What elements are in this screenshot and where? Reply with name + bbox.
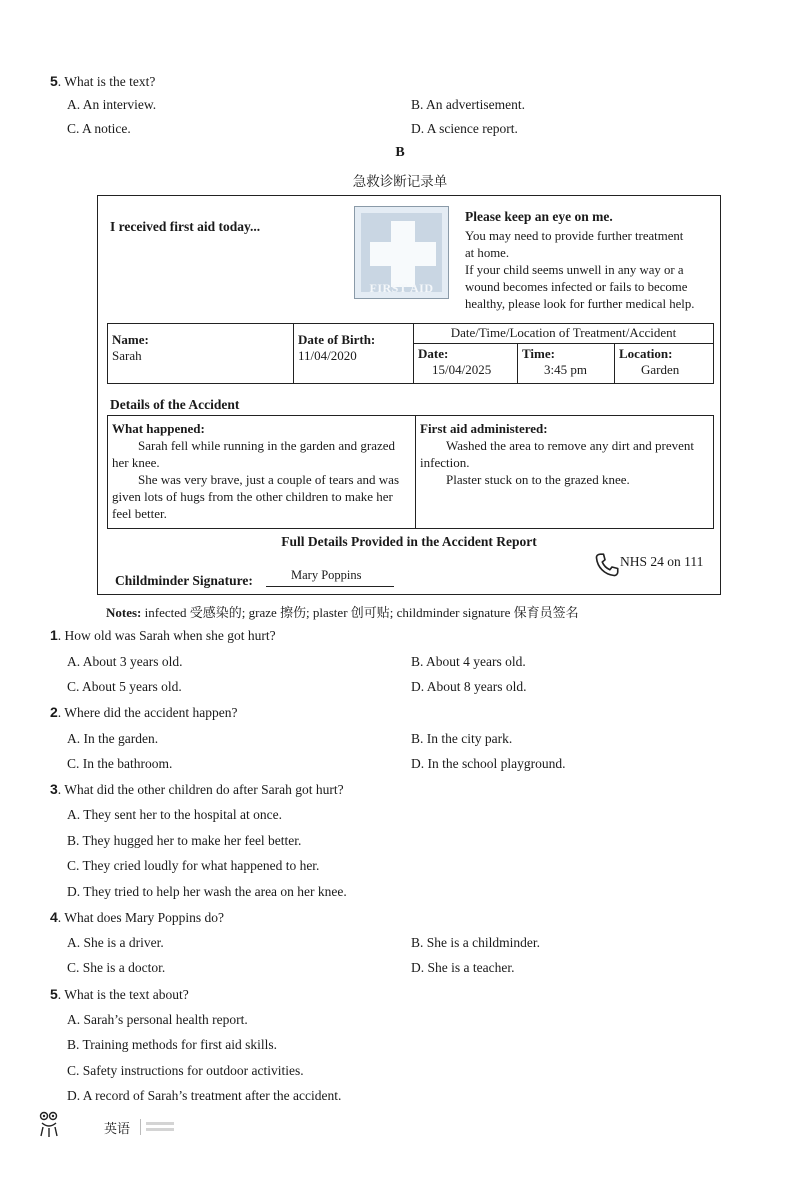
name-value: Sarah bbox=[112, 348, 142, 363]
question-number: 5 bbox=[50, 73, 58, 89]
received-first-aid-text: I received first aid today... bbox=[110, 219, 261, 234]
question-a5 bbox=[50, 73, 155, 90]
footer-subject: 英语 bbox=[104, 1122, 131, 1137]
question-1 bbox=[50, 627, 276, 644]
q3-option-c[interactable]: C. They cried loudly for what happened to her. bbox=[67, 858, 320, 873]
section-letter: B bbox=[395, 145, 405, 160]
question-text: . What is the text? bbox=[57, 74, 156, 89]
first-aid-logo bbox=[354, 206, 449, 299]
phone-icon bbox=[592, 551, 622, 581]
keep-eye-line: wound becomes infected or fails to become bbox=[465, 280, 688, 294]
first-aid-p1: Washed the area to remove any dirt and prevent infection. bbox=[420, 438, 695, 470]
question-number: 3 bbox=[50, 781, 58, 797]
q1-option-d[interactable]: D. About 8 years old. bbox=[411, 679, 527, 694]
keep-eye-line: healthy, please look for further medical help. bbox=[465, 297, 695, 311]
first-aid-label: First aid administered: bbox=[420, 421, 548, 436]
question-2 bbox=[50, 704, 237, 721]
name-label: Name: bbox=[112, 332, 149, 347]
location-value: Garden bbox=[641, 362, 680, 377]
first-aid-record-card bbox=[97, 195, 721, 595]
q3-option-d[interactable]: D. They tried to help her wash the area on her knee. bbox=[67, 884, 347, 899]
q2-option-d[interactable]: D. In the school playground. bbox=[411, 756, 566, 771]
accident-details-table bbox=[107, 415, 714, 529]
patient-info-table bbox=[107, 323, 714, 384]
signature-label: Childminder Signature: bbox=[115, 573, 253, 588]
details-title: Details of the Accident bbox=[110, 397, 240, 412]
signature-line bbox=[266, 586, 394, 587]
q5-option-d[interactable]: D. A record of Sarah’s treatment after the accident. bbox=[67, 1088, 342, 1103]
question-text: . How old was Sarah when she got hurt? bbox=[57, 628, 276, 643]
notes-label: Notes: bbox=[106, 605, 142, 620]
time-cell bbox=[518, 344, 615, 384]
nhs-number: NHS 24 on 111 bbox=[620, 554, 704, 569]
first-aid-p2: Plaster stuck on to the grazed knee. bbox=[446, 472, 630, 487]
question-number: 1 bbox=[50, 627, 58, 643]
q5-option-b[interactable]: B. Training methods for first aid skills. bbox=[67, 1037, 278, 1052]
option-c[interactable]: C. A notice. bbox=[67, 121, 131, 136]
keep-eye-title: Please keep an eye on me. bbox=[465, 209, 613, 224]
dob-label: Date of Birth: bbox=[298, 332, 376, 347]
q5-option-c[interactable]: C. Safety instructions for outdoor activities. bbox=[67, 1063, 304, 1078]
time-value: 3:45 pm bbox=[544, 362, 587, 377]
question-5 bbox=[50, 986, 189, 1003]
keep-eye-text bbox=[465, 228, 694, 313]
q2-option-b[interactable]: B. In the city park. bbox=[411, 731, 513, 746]
question-text: . What does Mary Poppins do? bbox=[57, 910, 225, 925]
question-number: 2 bbox=[50, 704, 58, 720]
question-text: . What is the text about? bbox=[57, 987, 189, 1002]
keep-eye-line: You may need to provide further treatment bbox=[465, 229, 684, 243]
dob-cell bbox=[294, 324, 414, 384]
what-happened-cell bbox=[108, 416, 416, 529]
keep-eye-line: If your child seems unwell in any way or a bbox=[465, 263, 684, 277]
time-label: Time: bbox=[522, 346, 555, 361]
q4-option-a[interactable]: A. She is a driver. bbox=[67, 935, 164, 950]
name-cell bbox=[108, 324, 294, 384]
q4-option-b[interactable]: B. She is a childminder. bbox=[411, 935, 540, 950]
q1-option-a[interactable]: A. About 3 years old. bbox=[67, 654, 183, 669]
q1-option-b[interactable]: B. About 4 years old. bbox=[411, 654, 526, 669]
question-number: 5 bbox=[50, 986, 58, 1002]
question-3 bbox=[50, 781, 344, 798]
first-aid-cell bbox=[416, 416, 714, 529]
option-b[interactable]: B. An advertisement. bbox=[411, 97, 525, 112]
notes bbox=[106, 602, 579, 621]
footer-divider bbox=[140, 1119, 141, 1135]
location-label: Location: bbox=[619, 346, 673, 361]
signature-value: Mary Poppins bbox=[291, 568, 362, 582]
full-details-text: Full Details Provided in the Accident Report bbox=[281, 534, 537, 549]
q3-option-b[interactable]: B. They hugged her to make her feel better. bbox=[67, 833, 302, 848]
question-text: . Where did the accident happen? bbox=[57, 705, 238, 720]
question-text: . What did the other children do after Sarah got hurt? bbox=[57, 782, 344, 797]
footer-mark bbox=[146, 1122, 174, 1125]
location-cell bbox=[615, 344, 714, 384]
q1-option-c[interactable]: C. About 5 years old. bbox=[67, 679, 182, 694]
question-4 bbox=[50, 909, 224, 926]
notes-text: infected 受感染的; graze 擦伤; plaster 创可贴; childminder signature 保育员签名 bbox=[141, 605, 579, 620]
q2-option-c[interactable]: C. In the bathroom. bbox=[67, 756, 173, 771]
option-a[interactable]: A. An interview. bbox=[67, 97, 157, 112]
dob-value: 11/04/2020 bbox=[298, 348, 357, 363]
section-title: 急救诊断记录单 bbox=[352, 174, 448, 190]
what-happened-p2: She was very brave, just a couple of tears and was given lots of hugs from the other children to make her feel better. bbox=[112, 472, 399, 521]
what-happened-p1: Sarah fell while running in the garden and grazed her knee. bbox=[112, 438, 396, 470]
date-label: Date: bbox=[418, 346, 449, 361]
date-cell bbox=[414, 344, 518, 384]
q5-option-a[interactable]: A. Sarah’s personal health report. bbox=[67, 1012, 248, 1027]
keep-eye-line: at home. bbox=[465, 246, 510, 260]
q4-option-d[interactable]: D. She is a teacher. bbox=[411, 960, 515, 975]
q3-option-a[interactable]: A. They sent her to the hospital at once. bbox=[67, 807, 282, 822]
date-time-location-header: Date/Time/Location of Treatment/Accident bbox=[414, 324, 714, 344]
what-happened-label: What happened: bbox=[112, 421, 205, 436]
date-value: 15/04/2025 bbox=[432, 362, 492, 377]
mascot-icon bbox=[38, 1110, 60, 1140]
q4-option-c[interactable]: C. She is a doctor. bbox=[67, 960, 166, 975]
option-d[interactable]: D. A science report. bbox=[411, 121, 518, 136]
q2-option-a[interactable]: A. In the garden. bbox=[67, 731, 159, 746]
logo-text: FIRST AID bbox=[369, 281, 434, 295]
question-number: 4 bbox=[50, 909, 58, 925]
footer-mark bbox=[146, 1128, 174, 1131]
